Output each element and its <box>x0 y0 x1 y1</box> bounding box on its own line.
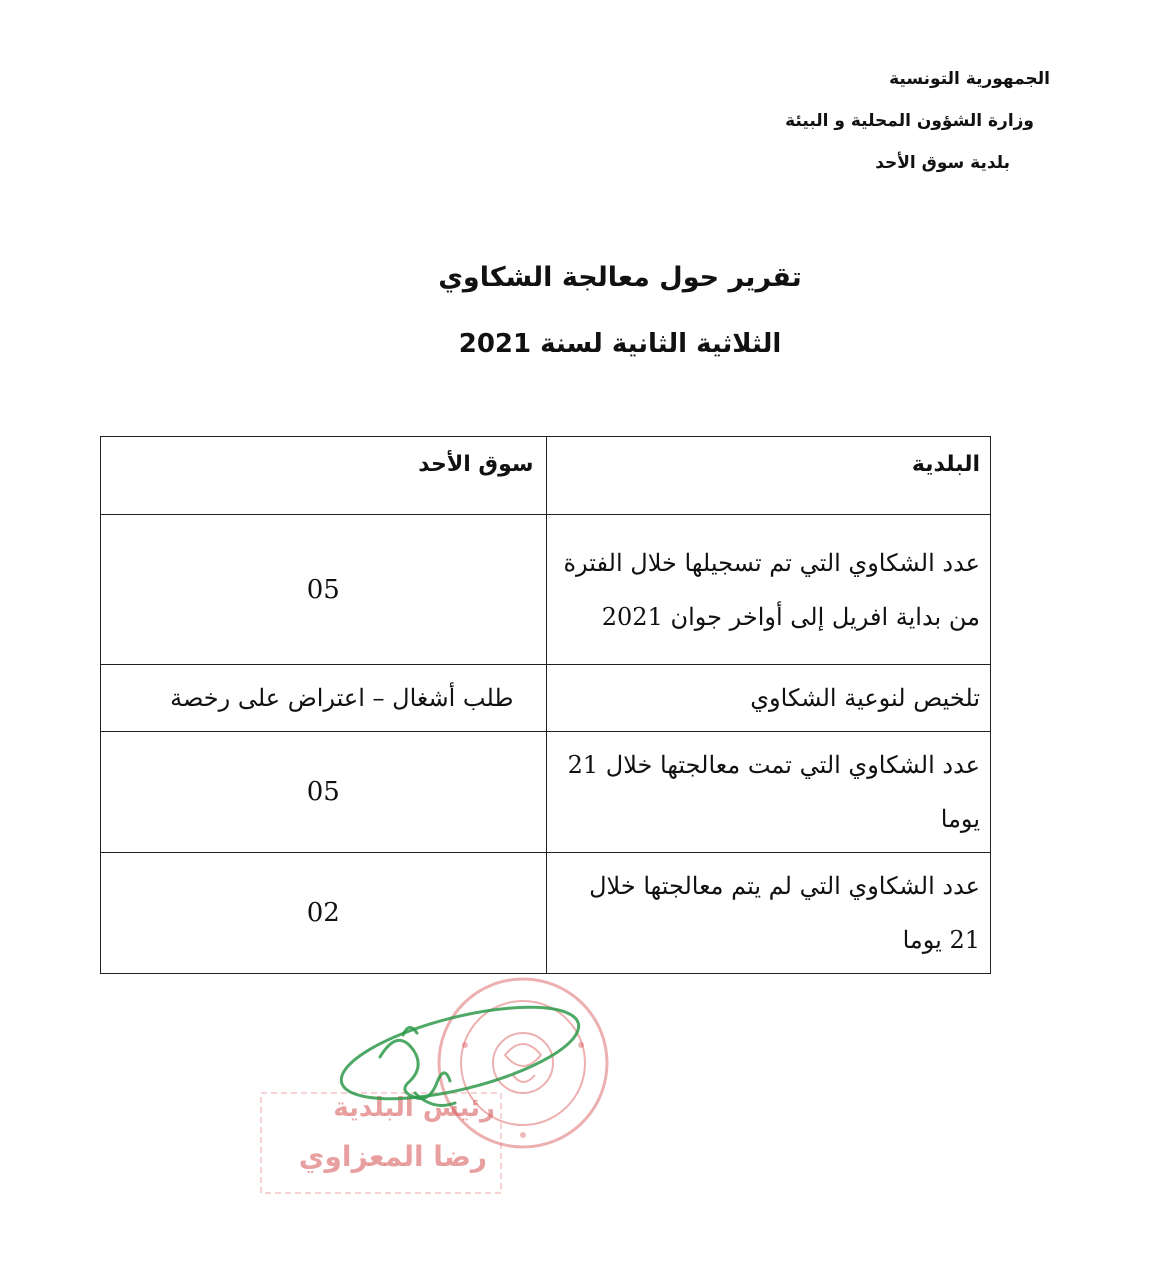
report-title: تقرير حول معالجة الشكاوي <box>438 262 802 293</box>
row-label-summary: تلخيص لنوعية الشكاوي <box>546 665 990 732</box>
row-value-processed: 05 <box>101 732 547 853</box>
letterhead <box>785 58 1050 184</box>
table-row <box>101 515 991 665</box>
letterhead-ministry: وزارة الشؤون المحلية و البيئة <box>785 111 1034 131</box>
stamp-and-signature <box>255 975 615 1200</box>
stamp-title: رئيس البلدية <box>333 1093 495 1123</box>
row-value-registered: 05 <box>101 515 547 665</box>
letterhead-municipality: بلدية سوق الأحد <box>875 153 1010 173</box>
table-header-value: سوق الأحد <box>101 437 547 515</box>
signature-icon <box>255 975 615 1200</box>
row-value-summary: طلب أشغال – اعتراض على رخصة <box>101 665 547 732</box>
table-row <box>101 853 991 974</box>
row-label-processed: عدد الشكاوي التي تمت معالجتها خلال 21 يوما <box>546 732 990 853</box>
row-value-unprocessed: 02 <box>101 853 547 974</box>
complaints-table <box>100 436 991 974</box>
table-header-row <box>101 437 991 515</box>
table-header-label: البلدية <box>546 437 990 515</box>
table-row <box>101 665 991 732</box>
letterhead-republic: الجمهورية التونسية <box>889 69 1050 89</box>
row-label-unprocessed: عدد الشكاوي التي لم يتم معالجتها خلال 21 يوما <box>546 853 990 974</box>
report-subtitle: الثلاثية الثانية لسنة 2021 <box>458 329 782 359</box>
row-label-registered: عدد الشكاوي التي تم تسجيلها خلال الفترة من بداية افريل إلى أواخر جوان 2021 <box>546 515 990 665</box>
report-title-block <box>0 262 1150 359</box>
table-row <box>101 732 991 853</box>
stamp-name: رضا المعزاوي <box>298 1140 487 1173</box>
